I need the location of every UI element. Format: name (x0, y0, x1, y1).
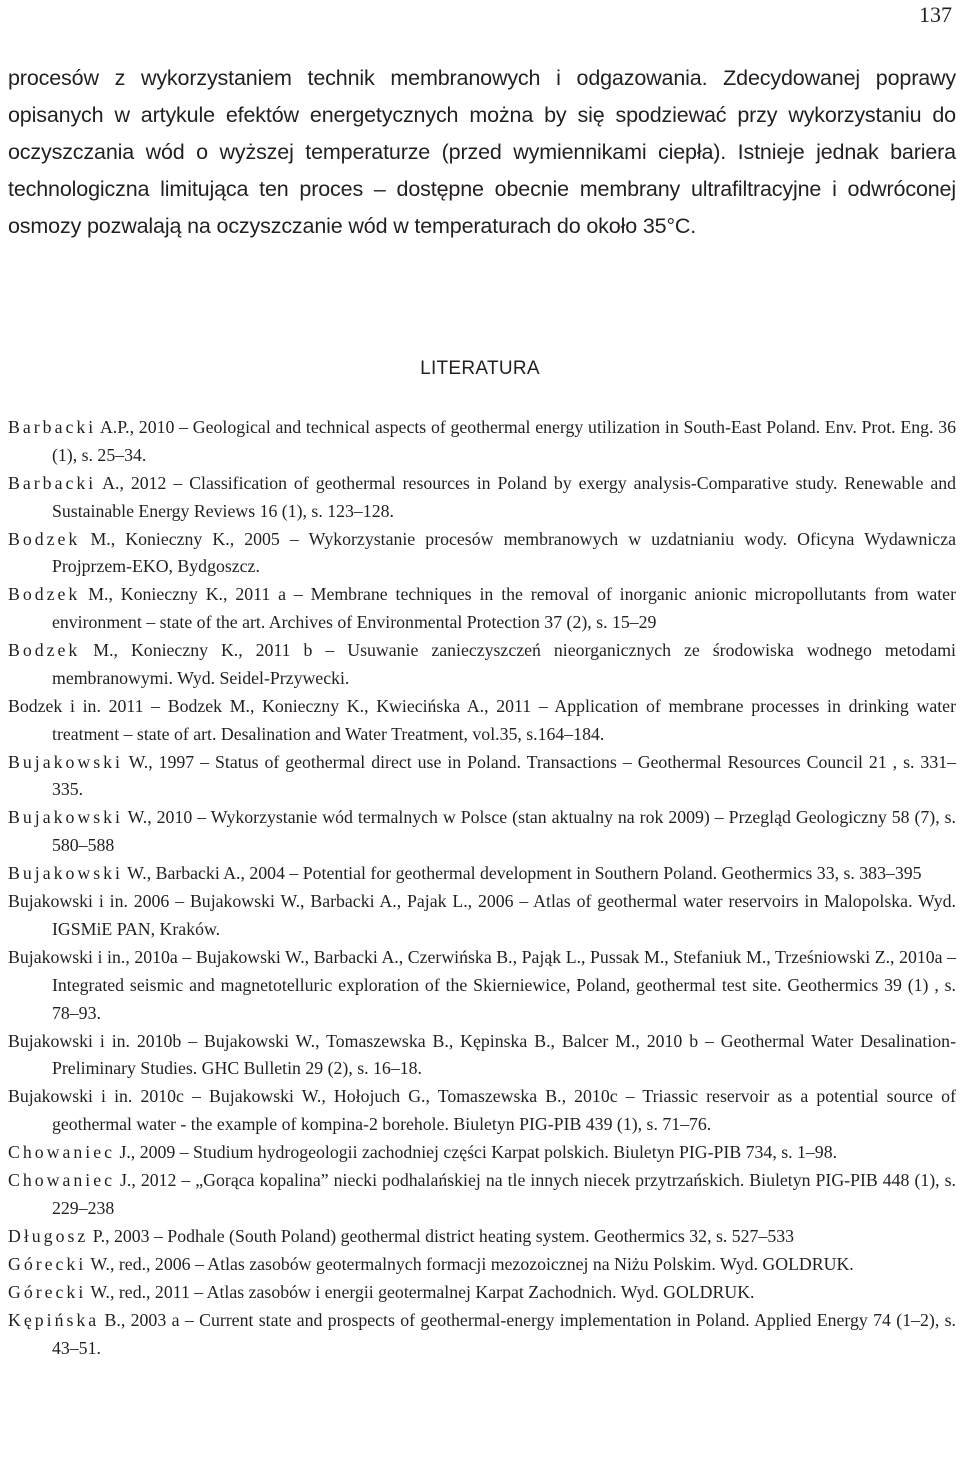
reference-item (8, 888, 956, 944)
reference-author: Górecki (8, 1281, 87, 1302)
reference-text: W., 2010 – Wykorzystanie wód termalnych w Polsce (stan aktualny na rok 2009) – Przegląd Geologiczny 58 (7), s. 580–588 (52, 807, 956, 856)
reference-item (8, 860, 956, 888)
reference-author: Chowaniec (8, 1142, 115, 1163)
reference-item (8, 414, 956, 470)
reference-text: A.P., 2010 – Geological and technical aspects of geothermal energy utilization in South-East Poland. Env. Prot. Eng. 36 (1), s. 25–34. (52, 417, 956, 465)
reference-author: Bodzek (8, 584, 81, 605)
reference-item (8, 1307, 956, 1363)
reference-text: Bujakowski i in. 2010c – Bujakowski W., Hołojuch G., Tomaszewska B., 2010c – Triassic reservoir as a potential source of geothermal water - the example of kompina-2 borehole. Biuletyn PIG-PIB 439 (1), s. 71–76. (8, 1086, 956, 1135)
reference-text: W., Barbacki A., 2004 – Potential for geothermal development in Southern Poland. Geothermics 33, s. 383–395 (122, 863, 922, 884)
reference-list (8, 414, 956, 1363)
reference-author: Bodzek (8, 528, 81, 549)
reference-text: B., 2003 a – Current state and prospects of geothermal-energy implementation in Poland. Applied Energy 74 (1–2), s. 43–51. (52, 1309, 956, 1358)
reference-text: Bujakowski i in. 2010b – Bujakowski W., Tomaszewska B., Kępinska B., Balcer M., 2010 b – Geothermal Water Desalination-Preliminary Studies. GHC Bulletin 29 (2), s. 16–18. (8, 1030, 956, 1079)
reference-author: Barbacki (8, 472, 97, 493)
reference-author: Bujakowski (8, 807, 123, 828)
reference-author: Bujakowski (8, 863, 123, 884)
literature-heading: LITERATURA (420, 358, 540, 379)
reference-text: M., Konieczny K., 2005 – Wykorzystanie procesów membranowych w uzdatnianiu wody. Oficyna Wydawnicza Projprzem-EKO, Bydgoszcz. (52, 528, 956, 577)
reference-text: Bodzek i in. 2011 – Bodzek M., Konieczny K., Kwiecińska A., 2011 – Application of membrane processes in drinking water treatment – state of art. Desalination and Water Treatment, vol.35, s.164–184. (8, 695, 956, 744)
reference-text: Bujakowski i in. 2006 – Bujakowski W., Barbacki A., Pajak L., 2006 – Atlas of geothermal water reservoirs in Malopolska. Wyd. IGSMiE PAN, Kraków. (8, 891, 956, 940)
reference-author: Długosz (8, 1225, 89, 1246)
reference-item (8, 749, 956, 805)
reference-item (8, 1223, 956, 1251)
reference-text: A., 2012 – Classification of geothermal resources in Poland by exergy analysis-Comparative study. Renewable and Sustainable Energy Reviews 16 (1), s. 123–128. (52, 472, 956, 521)
reference-item (8, 1083, 956, 1139)
reference-text: M., Konieczny K., 2011 a – Membrane techniques in the removal of inorganic anionic micropollutants from water environment – state of the art. Archives of Environmental Protection 37 (2), s. 15–29 (52, 584, 956, 633)
reference-text: W., 1997 – Status of geothermal direct use in Poland. Transactions – Geothermal Resources Council 21 , s. 331–335. (52, 751, 956, 800)
reference-author: Bujakowski (8, 751, 123, 772)
reference-item (8, 944, 956, 1027)
reference-text: W., red., 2011 – Atlas zasobów i energii geotermalnej Karpat Zachodnich. Wyd. GOLDRUK. (86, 1281, 755, 1302)
reference-author: Kępińska (8, 1309, 100, 1330)
body-paragraph: procesów z wykorzystaniem technik membranowych i odgazowania. Zdecydowanej poprawy opisanych w artykule efektów energetycznych można by się spodziewać przy wykorzystaniu do oczyszczania wód o wyższej temperaturze (przed wymiennikami ciepła). Istnieje jednak bariera technologiczna limitująca ten proces – dostępne obecnie membrany ultrafiltracyjne i odwróconej osmozy pozwalają na oczyszczanie wód w temperaturach do około 35°C. (8, 66, 956, 238)
reference-item (8, 581, 956, 637)
reference-text: W., red., 2006 – Atlas zasobów geotermalnych formacji mezozoicznej na Niżu Polskim. Wyd. GOLDRUK. (86, 1253, 854, 1274)
reference-author: Bodzek (8, 640, 81, 661)
reference-item (8, 693, 956, 749)
reference-author: Górecki (8, 1253, 87, 1274)
reference-item (8, 804, 956, 860)
reference-item (8, 1028, 956, 1084)
reference-text: Bujakowski i in., 2010a – Bujakowski W., Barbacki A., Czerwińska B., Pająk L., Pussak M., Stefaniuk M., Trześniowski Z., 2010a – Integrated seismic and magnetotelluric exploration of the Skierniewice, Poland, geothermal test site. Geothermics 39 (1) , s. 78–93. (8, 947, 956, 1023)
reference-text: P., 2003 – Podhale (South Poland) geothermal district heating system. Geothermics 32, s. 527–533 (88, 1225, 795, 1246)
reference-item (8, 1167, 956, 1223)
reference-item (8, 1139, 956, 1167)
reference-text: J., 2012 – „Gorąca kopalina” niecki podhalańskiej na tle innych niecek przytrzańskich. Biuletyn PIG-PIB 448 (1), s. 229–238 (52, 1170, 956, 1218)
reference-author: Chowaniec (8, 1170, 115, 1191)
reference-item (8, 1251, 956, 1279)
reference-item (8, 1279, 956, 1307)
reference-item (8, 470, 956, 526)
page-number: 137 (919, 2, 952, 27)
reference-item (8, 637, 956, 693)
reference-author: Barbacki (8, 417, 97, 437)
reference-text: J., 2009 – Studium hydrogeologii zachodniej części Karpat polskich. Biuletyn PIG-PIB 734, s. 1–98. (115, 1142, 838, 1163)
reference-text: M., Konieczny K., 2011 b – Usuwanie zanieczyszczeń nieorganicznych ze środowiska wodnego metodami membranowymi. Wyd. Seidel-Przywecki. (52, 640, 956, 688)
reference-item (8, 526, 956, 582)
